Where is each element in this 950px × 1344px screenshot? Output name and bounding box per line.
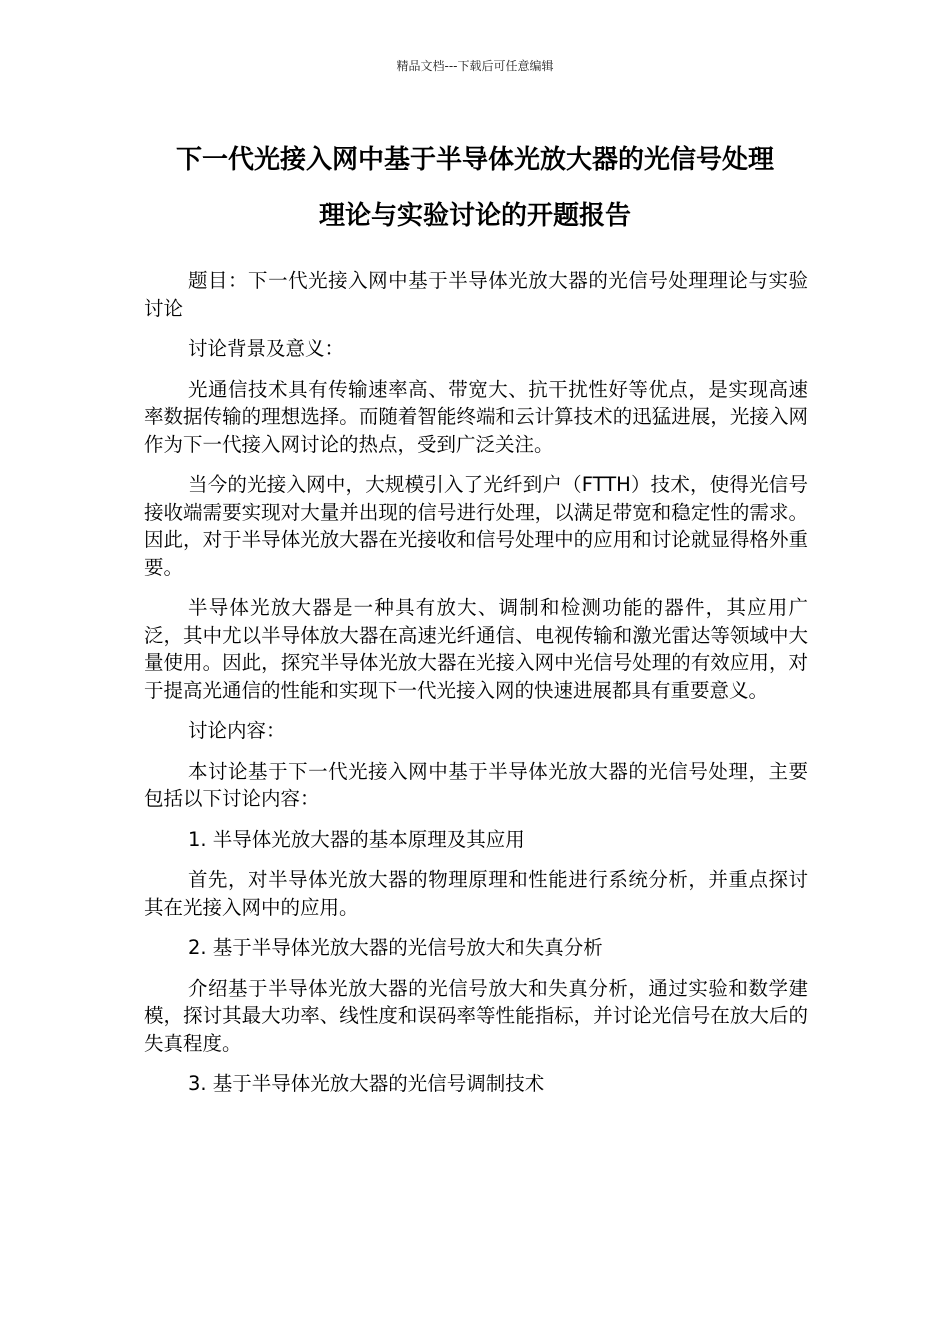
- title-line-1: 下一代光接入网中基于半导体光放大器的光信号处理: [175, 145, 774, 175]
- section-heading-content: 讨论内容：: [188, 719, 286, 742]
- background-paragraph-3: 半导体光放大器是一种具有放大、调制和检测功能的器件，其应用广泛，其中尤以半导体放大器在高速光纤通信、电视传输和激光雷达等领域中大量使用。因此，探究半导体光放大器在光接入网中光信号处理的有效应用，对于提高光通信的性能和实现下一代光接入网的快速进展都具有重要意义。: [144, 596, 808, 702]
- content-item-2-heading: 2. 基于半导体光放大器的光信号放大和失真分析: [188, 936, 603, 959]
- content-item-1-paragraph: 首先，对半导体光放大器的物理原理和性能进行系统分析，并重点探讨其在光接入网中的应用。: [144, 868, 808, 919]
- topic-paragraph: 题目：下一代光接入网中基于半导体光放大器的光信号处理理论与实验讨论: [144, 269, 808, 320]
- section-heading-background: 讨论背景及意义：: [188, 337, 345, 360]
- content-intro-paragraph: 本讨论基于下一代光接入网中基于半导体光放大器的光信号处理，主要包括以下讨论内容：: [144, 759, 808, 810]
- background-paragraph-1: 光通信技术具有传输速率高、带宽大、抗干扰性好等优点，是实现高速率数据传输的理想选择。而随着智能终端和云计算技术的迅猛进展，光接入网作为下一代接入网讨论的热点，受到广泛关注。: [144, 377, 808, 456]
- document-body: [144, 267, 808, 1098]
- content-item-1-heading: 1. 半导体光放大器的基本原理及其应用: [188, 827, 525, 851]
- content-item-2-paragraph: 介绍基于半导体光放大器的光信号放大和失真分析，通过实验和数学建模，探讨其最大功率、线性度和误码率等性能指标，并讨论光信号在放大后的失真程度。: [144, 976, 808, 1055]
- title-line-2: 理论与实验讨论的开题报告: [318, 201, 631, 231]
- background-paragraph-2: 当今的光接入网中，大规模引入了光纤到户（FTTH）技术，使得光信号接收端需要实现对大量并出现的信号进行处理，以满足带宽和稳定性的需求。因此，对于半导体光放大器在光接收和信号处理中的应用和讨论就显得格外重要。: [144, 473, 808, 579]
- document-title: [140, 132, 810, 244]
- header-note: 精品文档---下载后可任意编辑: [396, 59, 554, 73]
- content-item-3-heading: 3. 基于半导体光放大器的光信号调制技术: [188, 1072, 545, 1095]
